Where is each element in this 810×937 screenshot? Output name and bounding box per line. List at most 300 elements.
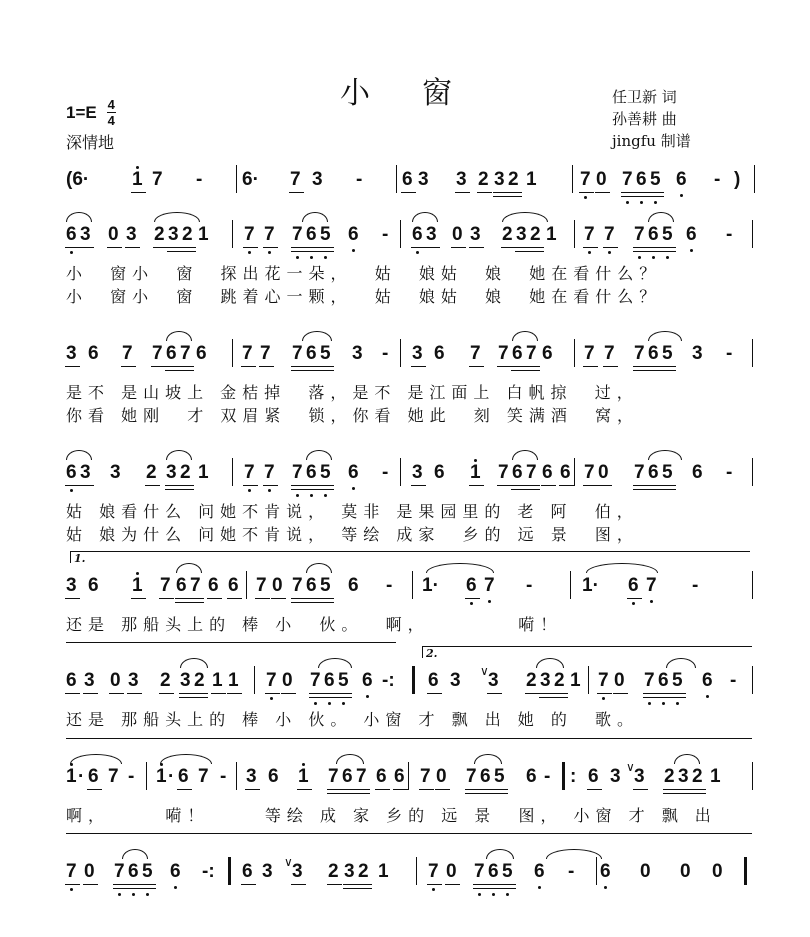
beam-underline [291, 251, 306, 252]
beam-underline [181, 251, 196, 252]
note: 3 [470, 224, 481, 245]
beam-underline [661, 489, 676, 490]
beam-underline [473, 884, 488, 885]
beam-underline [657, 693, 672, 694]
note: 5 [320, 224, 331, 245]
note: -: [202, 861, 215, 882]
beam-underline [153, 247, 168, 248]
beam-underline [193, 693, 208, 694]
low-octave-dot [174, 886, 177, 889]
beam-underline [245, 789, 260, 790]
beam-underline [109, 693, 124, 694]
dash-extend: - [382, 462, 389, 483]
beam-underline [455, 192, 470, 193]
beam-underline [661, 370, 676, 371]
beam-underline [265, 693, 280, 694]
notation-line [66, 569, 756, 603]
low-octave-dot [268, 251, 271, 254]
beam-underline [65, 693, 80, 694]
note: 7 [584, 343, 595, 364]
note: 6 [512, 462, 523, 483]
beam-underline [259, 366, 274, 367]
note: 6 [306, 575, 317, 596]
beam-underline [65, 598, 80, 599]
beam-underline [343, 888, 358, 889]
beam-underline [465, 789, 480, 790]
beam-underline [539, 697, 554, 698]
note: 6 [512, 343, 523, 364]
note: 6 [542, 343, 553, 364]
low-octave-dot [654, 201, 657, 204]
note: 6 [170, 861, 181, 882]
beam-underline [343, 884, 358, 885]
beam-underline [671, 697, 686, 698]
beam-underline [121, 366, 136, 367]
beam-underline [375, 789, 390, 790]
note: 6 [306, 343, 317, 364]
beam-underline [319, 602, 334, 603]
beam-underline [189, 602, 204, 603]
low-octave-dot [118, 893, 121, 896]
notation-line [66, 664, 756, 698]
note: 6 [702, 670, 713, 691]
beam-underline [83, 693, 98, 694]
beam-underline [511, 370, 526, 371]
note: 1 [198, 462, 209, 483]
note: 7 [180, 343, 191, 364]
slur-arc [154, 212, 200, 222]
dash-extend: - [382, 343, 389, 364]
slur-arc [306, 450, 332, 460]
beam-underline [647, 370, 662, 371]
note: 7 [244, 224, 255, 245]
beam-underline [401, 192, 416, 193]
beam-underline [141, 884, 156, 885]
dash-extend: - [730, 670, 737, 691]
beam-underline [613, 693, 628, 694]
lyric-line-1: 是不 是山坡上 金桔掉 落，是不 是江面上 白帆掠 过， [66, 383, 639, 402]
note: 7 [526, 343, 537, 364]
low-octave-dot [488, 600, 491, 603]
beam-underline [539, 693, 554, 694]
beam-underline [145, 485, 160, 486]
note: 3 [412, 343, 423, 364]
beam-underline [643, 697, 658, 698]
beam-underline [427, 693, 442, 694]
note: 6 [600, 861, 611, 882]
note: 5 [320, 462, 331, 483]
score-row-row3 [66, 456, 756, 546]
low-octave-dot [268, 489, 271, 492]
beam-underline [87, 789, 102, 790]
beam-underline [501, 247, 516, 248]
barline [232, 220, 233, 248]
note: 7 [66, 861, 77, 882]
beam-underline [553, 693, 568, 694]
dash-extend: - [544, 766, 551, 787]
beam-underline [507, 192, 522, 193]
low-octave-dot [588, 251, 591, 254]
beam-underline [553, 697, 568, 698]
beam-underline [127, 888, 142, 889]
barline [246, 571, 247, 599]
note: 6 [348, 462, 359, 483]
note: 3 [692, 343, 703, 364]
low-octave-dot [626, 201, 629, 204]
note: 7 [646, 575, 657, 596]
beam-underline [243, 247, 258, 248]
note: 7 [256, 575, 267, 596]
low-octave-dot [248, 251, 251, 254]
low-octave-dot [506, 893, 509, 896]
note: 7 [122, 343, 133, 364]
note: 6 [342, 766, 353, 787]
beam-underline [633, 247, 648, 248]
beam-underline [227, 598, 242, 599]
low-octave-dot [310, 494, 313, 497]
beam-underline [435, 789, 450, 790]
volta-edge [422, 646, 423, 658]
note: 6 [648, 462, 659, 483]
note: 6 [88, 343, 99, 364]
barline [408, 762, 409, 790]
beam-underline [291, 366, 306, 367]
beam-underline [65, 884, 80, 885]
beam-underline [477, 192, 492, 193]
beam-underline [525, 370, 540, 371]
beam-underline [515, 247, 530, 248]
beam-underline [165, 485, 180, 486]
note: 3 [292, 861, 303, 882]
score-row-row4 [66, 552, 756, 636]
low-octave-dot [666, 256, 669, 259]
beam-underline [479, 789, 494, 790]
score-row-row2 [66, 337, 756, 427]
beam-underline [493, 192, 508, 193]
low-octave-dot [432, 888, 435, 891]
note: 2 [508, 169, 519, 190]
note: 2 [182, 224, 193, 245]
note: 5 [662, 343, 673, 364]
slur-arc [160, 754, 212, 764]
note: 3 [678, 766, 689, 787]
note: 3 [166, 462, 177, 483]
beam-underline [579, 192, 594, 193]
beam-underline [647, 251, 662, 252]
note: 7 [604, 343, 615, 364]
beam-underline [425, 247, 440, 248]
beam-underline [511, 485, 526, 486]
note: 7 [604, 224, 615, 245]
note: 1 [710, 766, 721, 787]
beam-underline [633, 789, 648, 790]
note: 7 [260, 343, 271, 364]
note: 3 [180, 670, 191, 691]
beam-underline [497, 366, 512, 367]
score-row-row6 [66, 760, 756, 827]
beam-underline [177, 789, 192, 790]
note: 7 [428, 861, 439, 882]
note: 7 [108, 766, 119, 787]
beam-underline [493, 793, 508, 794]
note: 2 [664, 766, 675, 787]
note: 7 [290, 169, 301, 190]
beam-underline [319, 366, 334, 367]
barline [236, 165, 237, 193]
barline [752, 571, 753, 599]
note: 7 [198, 766, 209, 787]
beam-underline [289, 192, 304, 193]
note: 6 [166, 343, 177, 364]
beam-underline [65, 485, 80, 486]
beam-underline [189, 598, 204, 599]
note: 6 [66, 670, 77, 691]
beam-underline [65, 247, 80, 248]
note: 0 [436, 766, 447, 787]
beam-underline [125, 247, 140, 248]
note: 7 [634, 343, 645, 364]
dash-extend: - [692, 575, 699, 596]
barline [416, 857, 417, 885]
score-row-intro [66, 163, 756, 197]
note: 3 [246, 766, 257, 787]
beam-underline [263, 247, 278, 248]
note: 0 [84, 861, 95, 882]
slur-arc [180, 658, 208, 668]
beam-underline [131, 598, 146, 599]
beam-underline [291, 370, 306, 371]
beam-underline [661, 485, 676, 486]
beam-underline [113, 888, 128, 889]
note: 7 [644, 670, 655, 691]
note: 6 [306, 224, 317, 245]
note: 6 [686, 224, 697, 245]
low-octave-dot [676, 702, 679, 705]
note: 6 [648, 224, 659, 245]
note: 3 [634, 766, 645, 787]
barline [596, 857, 597, 885]
lyric-line-1: 啊， 嗬！ 等绘 成 家 乡的 远 景 图， 小窗 才 飘 出 [66, 806, 717, 825]
beam-underline [141, 888, 156, 889]
low-octave-dot [270, 697, 273, 700]
barline [752, 339, 753, 367]
note: 7 [420, 766, 431, 787]
note: 6 [196, 343, 207, 364]
beam-underline [291, 489, 306, 490]
beam-underline [151, 366, 166, 367]
beam-underline [647, 485, 662, 486]
beam-underline [633, 366, 648, 367]
note: 5 [662, 462, 673, 483]
volta-line [66, 833, 752, 834]
beam-underline [179, 697, 194, 698]
beam-underline [507, 196, 522, 197]
barline [574, 339, 575, 367]
beam-underline [341, 789, 356, 790]
breath-mark: ∨ [626, 760, 635, 774]
dash-extend: - [382, 224, 389, 245]
beam-underline [621, 192, 636, 193]
beam-underline [305, 251, 320, 252]
dash-extend: - [386, 575, 393, 596]
note: 7 [598, 670, 609, 691]
note: 6 [66, 224, 77, 245]
note: 6 [628, 575, 639, 596]
volta-bracket [70, 551, 750, 552]
low-octave-dot [314, 702, 317, 705]
score-row-row1 [66, 218, 756, 308]
note: 6 [428, 670, 439, 691]
note: 2 [180, 462, 191, 483]
beam-underline [271, 598, 286, 599]
note: 2 [146, 462, 157, 483]
note: 7 [498, 343, 509, 364]
beam-underline [179, 370, 194, 371]
breath-mark: ∨ [480, 664, 489, 678]
beam-underline [649, 192, 664, 193]
low-octave-dot [640, 201, 643, 204]
note: 3 [610, 766, 621, 787]
beam-underline [663, 789, 678, 790]
beam-underline [179, 489, 194, 490]
barline [752, 666, 753, 694]
transcriber-credit: jingfu 制谱 [612, 132, 691, 150]
beam-underline [597, 693, 612, 694]
slur-arc [302, 331, 332, 341]
note: 6 [526, 766, 537, 787]
beam-underline [319, 598, 334, 599]
time-sig-top: 4 [107, 97, 115, 112]
note: 0 [282, 670, 293, 691]
beam-underline [165, 489, 180, 490]
slur-arc [586, 563, 658, 573]
beam-underline [647, 366, 662, 367]
beam-underline [501, 888, 516, 889]
note: 6 [488, 861, 499, 882]
note: 2 [194, 670, 205, 691]
note: 7 [526, 462, 537, 483]
lyric-line-1: 姑 娘看什么 问她不肯说， 莫非 是果园里的 老 阿 伯， [66, 502, 639, 521]
beam-underline [657, 697, 672, 698]
low-octave-dot [324, 494, 327, 497]
beam-underline [291, 485, 306, 486]
beam-underline [83, 884, 98, 885]
beam-underline [341, 793, 356, 794]
note: -: [382, 670, 395, 691]
beam-underline [469, 485, 484, 486]
beam-underline [167, 247, 182, 248]
slur-arc [70, 754, 122, 764]
note: 5 [494, 766, 505, 787]
volta-label: 1. [74, 552, 86, 565]
barline [396, 165, 397, 193]
beam-underline [207, 598, 222, 599]
volta-bracket [422, 646, 752, 647]
beam-underline [357, 884, 372, 885]
beam-underline [671, 693, 686, 694]
beam-underline [647, 489, 662, 490]
beam-underline [165, 370, 180, 371]
beam-underline [525, 489, 540, 490]
note: 6 [692, 462, 703, 483]
beam-underline [529, 251, 544, 252]
beam-underline [281, 693, 296, 694]
note: 3 [456, 169, 467, 190]
slur-arc [486, 849, 514, 859]
high-octave-dot [474, 459, 477, 462]
low-octave-dot [652, 256, 655, 259]
note: 5 [142, 861, 153, 882]
beam-underline [323, 697, 338, 698]
dash-extend: - [220, 766, 227, 787]
beam-underline [541, 485, 556, 486]
beam-underline [691, 789, 706, 790]
beam-underline [583, 485, 598, 486]
note: 5 [320, 575, 331, 596]
note: 0 [452, 224, 463, 245]
note: 5 [672, 670, 683, 691]
note: 3 [168, 224, 179, 245]
note: 7 [634, 224, 645, 245]
note: 6 [128, 861, 139, 882]
beam-underline [193, 697, 208, 698]
note: 3 [80, 462, 91, 483]
note: 6 [636, 169, 647, 190]
beam-underline [635, 196, 650, 197]
beam-underline [327, 789, 342, 790]
beam-underline [479, 793, 494, 794]
low-octave-dot [70, 489, 73, 492]
lyricist-credit: 任卫新 词 [612, 88, 677, 106]
low-octave-dot [70, 888, 73, 891]
beam-underline [411, 366, 426, 367]
beam-underline [511, 366, 526, 367]
note: 6 [434, 343, 445, 364]
note: 7 [634, 462, 645, 483]
note: 6 [178, 766, 189, 787]
note: 7 [244, 462, 255, 483]
note: 3 [66, 343, 77, 364]
barline [232, 339, 233, 367]
beam-underline [175, 598, 190, 599]
repeat-barline [228, 857, 231, 885]
note: 5 [338, 670, 349, 691]
note: 5 [320, 343, 331, 364]
repeat-barline [744, 857, 747, 885]
lyric-line-1: 还是 那船头上的 棒 小 伙。 小窗 才 飘 出 她 的 歌。 [66, 710, 640, 729]
beam-underline [241, 366, 256, 367]
high-octave-dot [136, 572, 139, 575]
note: 7 [152, 343, 163, 364]
beam-underline [79, 485, 94, 486]
beam-underline [327, 884, 342, 885]
barline [254, 666, 255, 694]
note: 6 [268, 766, 279, 787]
note: 1 [298, 766, 309, 787]
beam-underline [309, 697, 324, 698]
note: 3 [344, 861, 355, 882]
beam-underline [319, 485, 334, 486]
beam-underline [355, 789, 370, 790]
low-octave-dot [132, 893, 135, 896]
slur-arc [674, 754, 700, 764]
notation-line [66, 760, 756, 794]
beam-underline [291, 247, 306, 248]
score-row-row5 [66, 647, 756, 731]
note: 6 [324, 670, 335, 691]
note: 7 [584, 462, 595, 483]
beam-underline [179, 366, 194, 367]
